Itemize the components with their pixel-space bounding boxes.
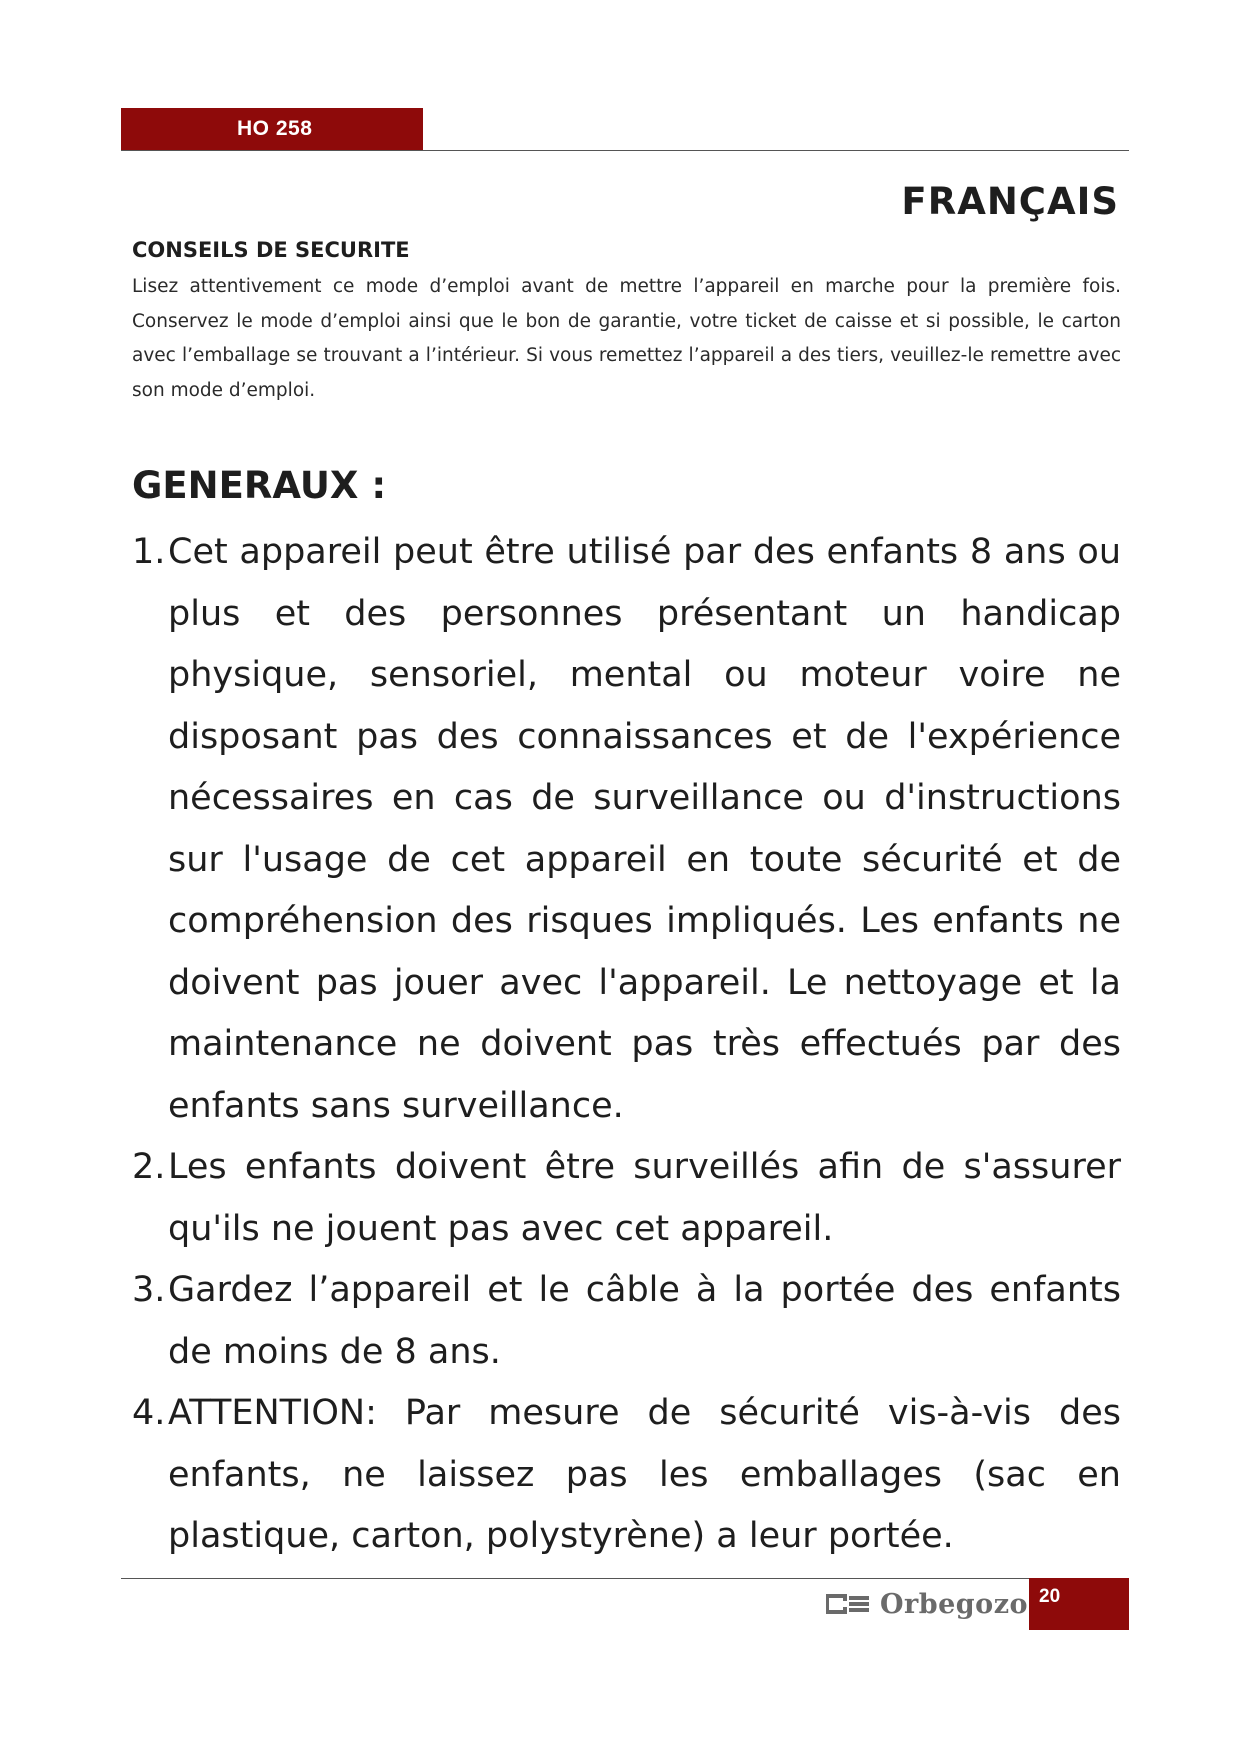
page-number: 20 xyxy=(1029,1578,1129,1630)
general-list xyxy=(132,522,1121,1568)
list-item-text: ATTENTION: Par mesure de sécurité vis-à-vis des enfants, ne laissez pas les emballages (sac en plastique, carton, polystyrène) a leur portée. xyxy=(168,1393,1121,1556)
general-section-title: GENERAUX : xyxy=(132,464,387,507)
list-item xyxy=(132,1383,1121,1568)
cg-logo-icon xyxy=(826,1593,870,1615)
safety-intro-paragraph: Lisez attentivement ce mode d’emploi avant de mettre l’appareil en marche pour la première fois. Conservez le mode d’emploi ainsi que le bon de garantie, votre ticket de caisse et si possible, le carton avec l’emballage se trouvant a l’intérieur. Si vous remettez l’appareil a des tiers, veuillez-le remettre avec son mode d’emploi. xyxy=(132,276,1121,401)
list-item-text: Les enfants doivent être surveillés afin de s'assurer qu'ils ne jouent pas avec cet appareil. xyxy=(168,1147,1121,1249)
list-item-text: Gardez l’appareil et le câble à la portée des enfants de moins de 8 ans. xyxy=(168,1270,1121,1372)
brand-logo xyxy=(826,1586,1028,1622)
list-item xyxy=(132,1137,1121,1260)
language-title: FRANÇAIS xyxy=(901,180,1119,223)
list-item-text: Cet appareil peut être utilisé par des enfants 8 ans ou plus et des personnes présentant un handicap physique, sensoriel, mental ou moteur voire ne disposant pas des connaissances et de l'expérience nécessaires en cas de surveillance ou d'instructions sur l'usage de cet appareil en toute sécurité et de compréhension des risques impliqués. Les enfants ne doivent pas jouer avec l'appareil. Le nettoyage et la maintenance ne doivent pas très effectués par des enfants sans surveillance. xyxy=(168,532,1121,1126)
brand-name: Orbegozo xyxy=(880,1588,1029,1620)
safety-section-title: CONSEILS DE SECURITE xyxy=(132,238,410,262)
footer-divider xyxy=(121,1578,1029,1579)
list-item xyxy=(132,1260,1121,1383)
header-divider xyxy=(121,150,1129,151)
list-item xyxy=(132,522,1121,1137)
list-item-number: 2. xyxy=(132,1147,166,1187)
model-tab: HO 258 xyxy=(121,108,423,150)
list-item-number: 3. xyxy=(132,1270,166,1310)
list-item-number: 4. xyxy=(132,1393,166,1433)
list-item-number: 1. xyxy=(132,532,166,572)
